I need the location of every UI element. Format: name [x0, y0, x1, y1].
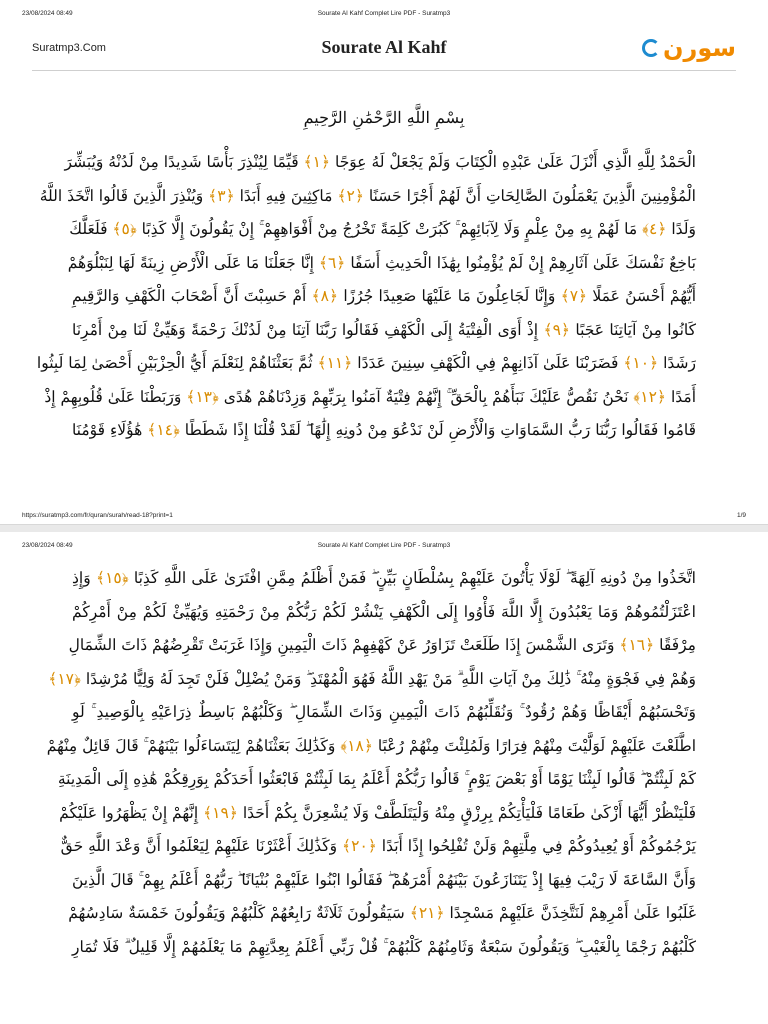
print-doc-title: Sourate Al Kahf Complet Lire PDF - Suratmp3: [317, 542, 451, 549]
verse-line: يَرْجُمُوكُمْ أَوْ يُعِيدُوكُمْ فِي مِلَّتِهِمْ وَلَنْ تُفْلِحُوا إِذًا أَبَدًا ﴿٢٠﴾ وَكَذَٰلِكَ أَعْثَرْنَا عَلَيْهِمْ لِيَعْلَمُوا أَنَّ وَعْدَ اللَّهِ حَقٌّ: [60, 837, 696, 855]
bismillah: بِسْمِ اللَّهِ الرَّحْمَٰنِ الرَّحِيمِ: [303, 108, 465, 127]
verse-number: ﴿١٧﴾: [48, 669, 81, 688]
verse-number: ﴿١٨﴾: [340, 736, 373, 755]
verse-line: أَمَدًا ﴿١٢﴾ نَحْنُ نَقُصُّ عَلَيْكَ نَبَأَهُمْ بِالْحَقِّ ۚ إِنَّهُمْ فِتْيَةٌ آمَنُوا بِرَبِّهِمْ وَزِدْنَاهُمْ هُدًى ﴿١٣﴾ وَرَبَطْنَا عَلَىٰ قُلُوبِهِمْ إِذْ: [44, 387, 696, 406]
verse-line: فَلْيَنْظُرْ أَيُّهَا أَزْكَىٰ طَعَامًا فَلْيَأْتِكُمْ بِرِزْقٍ مِنْهُ وَلْيَتَلَطَّفْ وَلَا يُشْعِرَنَّ بِكُمْ أَحَدًا ﴿١٩﴾ إِنَّهُمْ إِنْ يَظْهَرُوا عَلَيْكُمْ: [59, 803, 696, 822]
verse-number: ﴿٦﴾: [318, 253, 346, 272]
verse-line: كَانُوا مِنْ آيَاتِنَا عَجَبًا ﴿٩﴾ إِذْ أَوَى الْفِتْيَةُ إِلَى الْكَهْفِ فَقَالُوا رَبَّنَا آتِنَا مِنْ لَدُنْكَ رَحْمَةً وَهَيِّئْ لَنَا مِنْ أَمْرِنَا: [72, 320, 696, 339]
verse-number: ﴿١٤﴾: [147, 421, 180, 439]
verse-number: ﴿١٣﴾: [186, 387, 219, 406]
verse-line: كَلْبُهُمْ رَجْمًا بِالْغَيْبِ ۖ وَيَقُولُونَ سَبْعَةٌ وَثَامِنُهُمْ كَلْبُهُمْ ۚ قُلْ رَبِّي أَعْلَمُ بِعِدَّتِهِمْ مَا يَعْلَمُهُمْ إِلَّا قَلِيلٌ ۗ فَلَا تُمَارِ: [72, 937, 696, 956]
verse-line: الْمُؤْمِنِينَ الَّذِينَ يَعْمَلُونَ الصَّالِحَاتِ أَنَّ لَهُمْ أَجْرًا حَسَنًا ﴿٢﴾ مَاكِثِينَ فِيهِ أَبَدًا ﴿٣﴾ وَيُنْذِرَ الَّذِينَ قَالُوا اتَّخَذَ اللَّهُ: [39, 186, 696, 205]
verse-line: وَهُمْ فِي فَجْوَةٍ مِنْهُ ۚ ذَٰلِكَ مِنْ آيَاتِ اللَّهِ ۗ مَنْ يَهْدِ اللَّهُ فَهُوَ الْمُهْتَدِ ۖ وَمَنْ يُضْلِلْ فَلَنْ تَجِدَ لَهُ وَلِيًّا مُرْشِدًا ﴿١٧﴾: [48, 669, 696, 688]
print-page-2: [0, 532, 768, 1024]
verse-line: بَاخِعٌ نَفْسَكَ عَلَىٰ آثَارِهِمْ إِنْ لَمْ يُؤْمِنُوا بِهَٰذَا الْحَدِيثِ أَسَفًا ﴿٦﴾ إِنَّا جَعَلْنَا مَا عَلَى الْأَرْضِ زِينَةً لَهَا لِنَبْلُوَهُمْ: [67, 253, 696, 272]
verse-number: ﴿٢٠﴾: [342, 837, 377, 855]
site-name: Suratmp3.Com: [32, 42, 106, 54]
verse-number: ﴿١٩﴾: [203, 803, 238, 822]
print-header: [22, 10, 746, 22]
verse-number: ﴿٩﴾: [543, 320, 570, 339]
print-doc-title: Sourate Al Kahf Complet Lire PDF - Suratmp3: [317, 10, 451, 17]
verse-number: ﴿٢﴾: [337, 186, 364, 205]
verse-number: ﴿٣﴾: [208, 186, 235, 205]
verse-line: مِرْفَقًا ﴿١٦﴾ وَتَرَى الشَّمْسَ إِذَا طَلَعَتْ تَزَاوَرُ عَنْ كَهْفِهِمْ ذَاتَ الْيَمِينِ وَإِذَا غَرَبَتْ تَقْرِضُهُمْ ذَاتَ الشِّمَالِ: [68, 636, 696, 654]
verse-number: ﴿٨﴾: [311, 287, 339, 305]
verse-line: رَشَدًا ﴿١٠﴾ فَضَرَبْنَا عَلَىٰ آذَانِهِمْ فِي الْكَهْفِ سِنِينَ عَدَدًا ﴿١١﴾ ثُمَّ بَعَثْنَاهُمْ لِنَعْلَمَ أَيُّ الْحِزْبَيْنِ أَحْصَىٰ لِمَا لَبِثُوا: [36, 354, 696, 372]
verse-number: ﴿٥﴾: [112, 220, 137, 238]
verse-line: الْحَمْدُ لِلَّهِ الَّذِي أَنْزَلَ عَلَىٰ عَبْدِهِ الْكِتَابَ وَلَمْ يَجْعَلْ لَهُ عِوَجًا ﴿١﴾ قَيِّمًا لِيُنْذِرَ بَأْسًا شَدِيدًا مِنْ لَدُنْهُ وَيُبَشِّرَ: [64, 153, 696, 171]
verse-line: اتَّخَذُوا مِنْ دُونِهِ آلِهَةً ۖ لَوْلَا يَأْتُونَ عَلَيْهِمْ بِسُلْطَانٍ بَيِّنٍ ۖ فَمَنْ أَظْلَمُ مِمَّنِ افْتَرَىٰ عَلَى اللَّهِ كَذِبًا ﴿١٥﴾ وَإِذِ: [72, 569, 696, 587]
verse-number: ﴿١٦﴾: [619, 636, 655, 654]
verse-text-block: [46, 562, 696, 964]
verse-number: ﴿١٠﴾: [623, 354, 659, 372]
verse-number: ﴿١٥﴾: [95, 569, 129, 587]
site-logo: [642, 32, 736, 64]
print-url: https://suratmp3.com/fr/quran/surah/read-18?print=1: [22, 512, 173, 519]
print-datetime: 23/08/2024 08:49: [22, 542, 73, 549]
verse-number: ﴿٧﴾: [560, 287, 588, 305]
print-page-number: 1/9: [736, 512, 746, 519]
verse-number: ﴿٢١﴾: [409, 904, 445, 922]
verse-line: اطَّلَعْتَ عَلَيْهِمْ لَوَلَّيْتَ مِنْهُمْ فِرَارًا وَلَمُلِئْتَ مِنْهُمْ رُعْبًا ﴿١٨﴾ وَكَذَٰلِكَ بَعَثْنَاهُمْ لِيَتَسَاءَلُوا بَيْنَهُمْ ۚ قَالَ قَائِلٌ مِنْهُمْ: [46, 736, 696, 755]
verse-number: ﴿١﴾: [303, 153, 331, 171]
verse-number: ﴿١٢﴾: [633, 387, 667, 406]
verse-text-block: [36, 146, 696, 448]
verse-line: وَأَنَّ السَّاعَةَ لَا رَيْبَ فِيهَا إِذْ يَتَنَازَعُونَ بَيْنَهُمْ أَمْرَهُمْ ۖ فَقَالُوا ابْنُوا عَلَيْهِمْ بُنْيَانًا ۖ رَبُّهُمْ أَعْلَمُ بِهِمْ ۚ قَالَ الَّذِينَ: [72, 870, 696, 889]
site-header: [32, 30, 736, 71]
verse-line: أَيُّهُمْ أَحْسَنُ عَمَلًا ﴿٧﴾ وَإِنَّا لَجَاعِلُونَ مَا عَلَيْهَا صَعِيدًا جُرُزًا ﴿٨﴾ أَمْ حَسِبْتَ أَنَّ أَصْحَابَ الْكَهْفِ وَالرَّقِيمِ: [72, 287, 696, 305]
verse-number: ﴿١١﴾: [317, 354, 353, 372]
print-header: [22, 542, 746, 554]
print-footer: [22, 512, 746, 524]
verse-line: وَتَحْسَبُهُمْ أَيْقَاظًا وَهُمْ رُقُودٌ ۚ وَنُقَلِّبُهُمْ ذَاتَ الْيَمِينِ وَذَاتَ الشِّمَالِ ۖ وَكَلْبُهُمْ بَاسِطٌ ذِرَاعَيْهِ بِالْوَصِيدِ ۚ لَوِ: [72, 703, 696, 721]
page-title: Sourate Al Kahf: [321, 37, 447, 57]
logo-text: سورن: [663, 34, 736, 62]
verse-line: اعْتَزَلْتُمُوهُمْ وَمَا يَعْبُدُونَ إِلَّا اللَّهَ فَأْوُوا إِلَى الْكَهْفِ يَنْشُرْ لَكُمْ رَبُّكُمْ مِنْ رَحْمَتِهِ وَيُهَيِّئْ لَكُمْ مِنْ أَمْرِكُمْ: [72, 602, 696, 621]
verse-line: غَلَبُوا عَلَىٰ أَمْرِهِمْ لَنَتَّخِذَنَّ عَلَيْهِمْ مَسْجِدًا ﴿٢١﴾ سَيَقُولُونَ ثَلَاثَةٌ رَابِعُهُمْ كَلْبُهُمْ وَيَقُولُونَ خَمْسَةٌ سَادِسُهُمْ: [68, 904, 696, 922]
verse-line: وَلَدًا ﴿٤﴾ مَا لَهُمْ بِهِ مِنْ عِلْمٍ وَلَا لِآبَائِهِمْ ۚ كَبُرَتْ كَلِمَةً تَخْرُجُ مِنْ أَفْوَاهِهِمْ ۚ إِنْ يَقُولُونَ إِلَّا كَذِبًا ﴿٥﴾ فَلَعَلَّكَ: [69, 220, 696, 238]
logo-icon: [642, 39, 660, 57]
verse-line: كَمْ لَبِثْتُمْ ۖ قَالُوا لَبِثْنَا يَوْمًا أَوْ بَعْضَ يَوْمٍ ۚ قَالُوا رَبُّكُمْ أَعْلَمُ بِمَا لَبِثْتُمْ فَابْعَثُوا أَحَدَكُمْ بِوَرِقِكُمْ هَٰذِهِ إِلَى الْمَدِينَةِ: [57, 770, 696, 788]
print-datetime: 23/08/2024 08:49: [22, 10, 73, 17]
verse-number: ﴿٤﴾: [642, 220, 667, 238]
verse-line: قَامُوا فَقَالُوا رَبُّنَا رَبُّ السَّمَاوَاتِ وَالْأَرْضِ لَنْ نَدْعُوَ مِنْ دُونِهِ إِلَٰهًا ۖ لَقَدْ قُلْنَا إِذًا شَطَطًا ﴿١٤﴾ هَٰؤُلَاءِ قَوْمُنَا: [71, 421, 696, 439]
